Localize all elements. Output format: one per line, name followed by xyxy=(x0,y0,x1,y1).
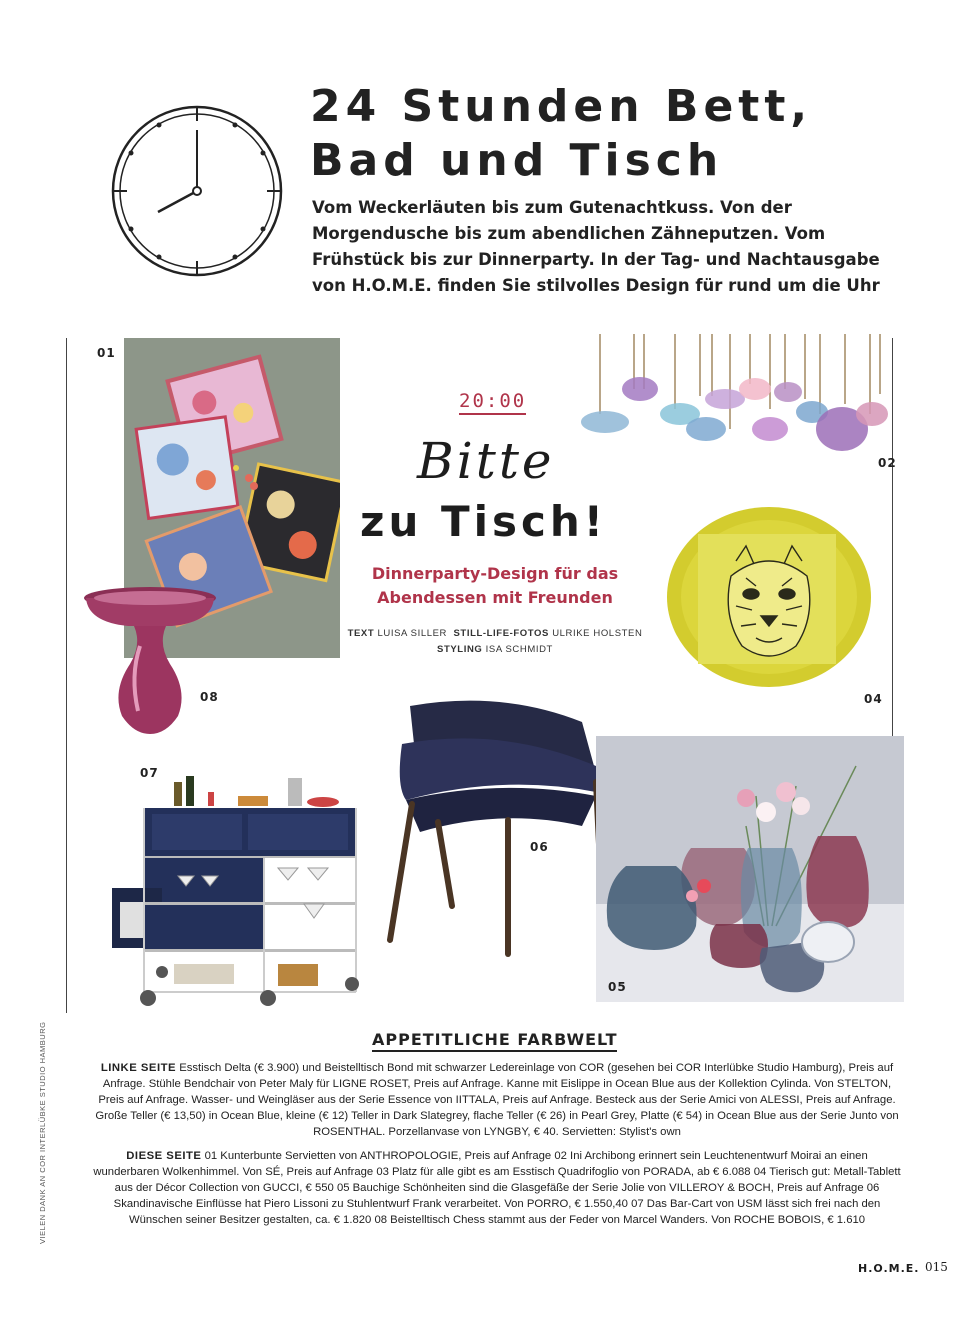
linke-seite-label: LINKE SEITE xyxy=(100,1062,177,1074)
diese-seite-text: 01 Kunterbunte Servietten von ANTHROPOLOGIE, Preis auf Anfrage 02 Ini Archibong erinnert sein Leuchtenentwurf Moirai an einen wunderbaren Wolkenhimmel. Von SÉ, Preis auf Anfrage 03 Platz für alle gibt es am Esstisch Quadrifoglio von PORADA, ab € 6.088 04 Tierisch gut: Metall-Tablett aus der Décor Collection von GUCCI, € 550 05 Bauchige Schönheiten sind die Glasgefäße der Serie Jolie von VILLEROY & BOCH, Preis auf Anfrage 06 Skandinavische Einflüsse hat Piero Lissoni zu Stuhlentwurf Frank verarbeitet. Von PORRO, € 1.550,40 07 Das Bar-Cart von USM lässt sich frei nach den Wünschen seiner Besitzer gestalten, ca. € 1.820 08 Beistelltisch Chess stammt aus der Feder von Marcel Wanders. Von ROCHE BOBOIS, € 1.610 xyxy=(93,1150,901,1226)
feature-subtitle-line2: Abendessen mit Freunden xyxy=(377,588,613,607)
credit-text-name: LUISA SILLER xyxy=(377,628,448,639)
photo-number-06: 06 xyxy=(530,840,549,854)
photo-number-01: 01 xyxy=(97,346,116,360)
photo-number-04: 04 xyxy=(864,692,883,706)
vases-illustration xyxy=(596,736,904,1002)
bar-cart-photo xyxy=(108,764,360,1012)
diese-seite-label: DIESE SEITE xyxy=(126,1150,202,1162)
pendant-lamp-photo xyxy=(580,334,895,459)
credit-styling-name: ISA SCHMIDT xyxy=(485,644,553,655)
page-title-line1: 24 Stunden Bett, xyxy=(310,81,813,132)
feature-subtitle-line1: Dinnerparty-Design für das xyxy=(371,564,619,583)
credit-photo-name: ULRIKE HOLSTEN xyxy=(552,628,643,639)
intro-text: Vom Weckerläuten bis zum Gutenachtkuss. Von der Morgendusche bis zum abendlichen Zähneputzen. Vom Frühstück bis zur Dinnerparty. In der Tag- und Nachtausgabe von H.O.M.E. finden Sie stilvolles Design für rund um die Uhr xyxy=(312,198,880,295)
page-title-line2: Bad und Tisch xyxy=(310,135,724,186)
page-number: 015 xyxy=(925,1260,948,1274)
footer-brand: H.O.M.E. xyxy=(858,1262,920,1275)
photo-number-05: 05 xyxy=(608,980,627,994)
tiger-plate-photo xyxy=(666,506,872,689)
linke-seite-text: Esstisch Delta (€ 3.900) und Beistelltisch Bond mit schwarzer Ledereinlage von COR (gesehen bei COR Interlübke Studio Hamburg), Preis auf Anfrage. Stühle Bendchair von Peter Maly für LIGNE ROSET, Preis auf Anfrage. Kanne mit Eislippe in Ocean Blue aus der Kollektion Cylinda. Von STELTON, Preis auf Anfrage. Wasser- und Weingläser aus der Serie Essence von IITTALA, Preis auf Anfrage. Besteck aus der Serie Amici von ALESSI, Preis auf Anfrage. Große Teller (€ 13,50) in Ocean Blue, kleine (€ 12) Teller in Dark Slategrey, flache Teller (€ 26) in Pearl Grey, Platte (€ 54) in Ocean Blue aus der Serie Junto von ROSENTHAL. Porzellanvase von LYNGBY, € 40. Servietten: Stylist's own xyxy=(95,1062,899,1138)
clock-icon xyxy=(110,104,284,278)
feature-title-italic: Bitte xyxy=(417,432,555,490)
credit-photo-label: STILL-LIFE-FOTOS xyxy=(453,628,549,639)
feature-subtitle xyxy=(355,562,635,610)
photo-number-02: 02 xyxy=(878,456,897,470)
feature-credits xyxy=(340,626,650,658)
feature-time: 20:00 xyxy=(459,390,526,415)
page-title xyxy=(310,80,812,188)
diese-seite-paragraph xyxy=(92,1148,902,1228)
side-credit: VIELEN DANK AN COR INTERLÜBKE STUDIO HAMBURG xyxy=(38,1021,47,1244)
vases-photo xyxy=(596,736,904,1002)
frame-line-left xyxy=(66,338,67,1013)
side-table-photo xyxy=(82,586,220,736)
photo-number-07: 07 xyxy=(140,766,159,780)
credit-text-label: TEXT xyxy=(347,628,375,639)
linke-seite-paragraph xyxy=(92,1060,902,1140)
photo-number-08: 08 xyxy=(200,690,219,704)
credit-styling-label: STYLING xyxy=(437,644,483,655)
farbwelt-heading: APPETITLICHE FARBWELT xyxy=(372,1030,617,1052)
chair-photo xyxy=(382,696,610,958)
feature-title-bold: zu Tisch! xyxy=(360,497,607,546)
